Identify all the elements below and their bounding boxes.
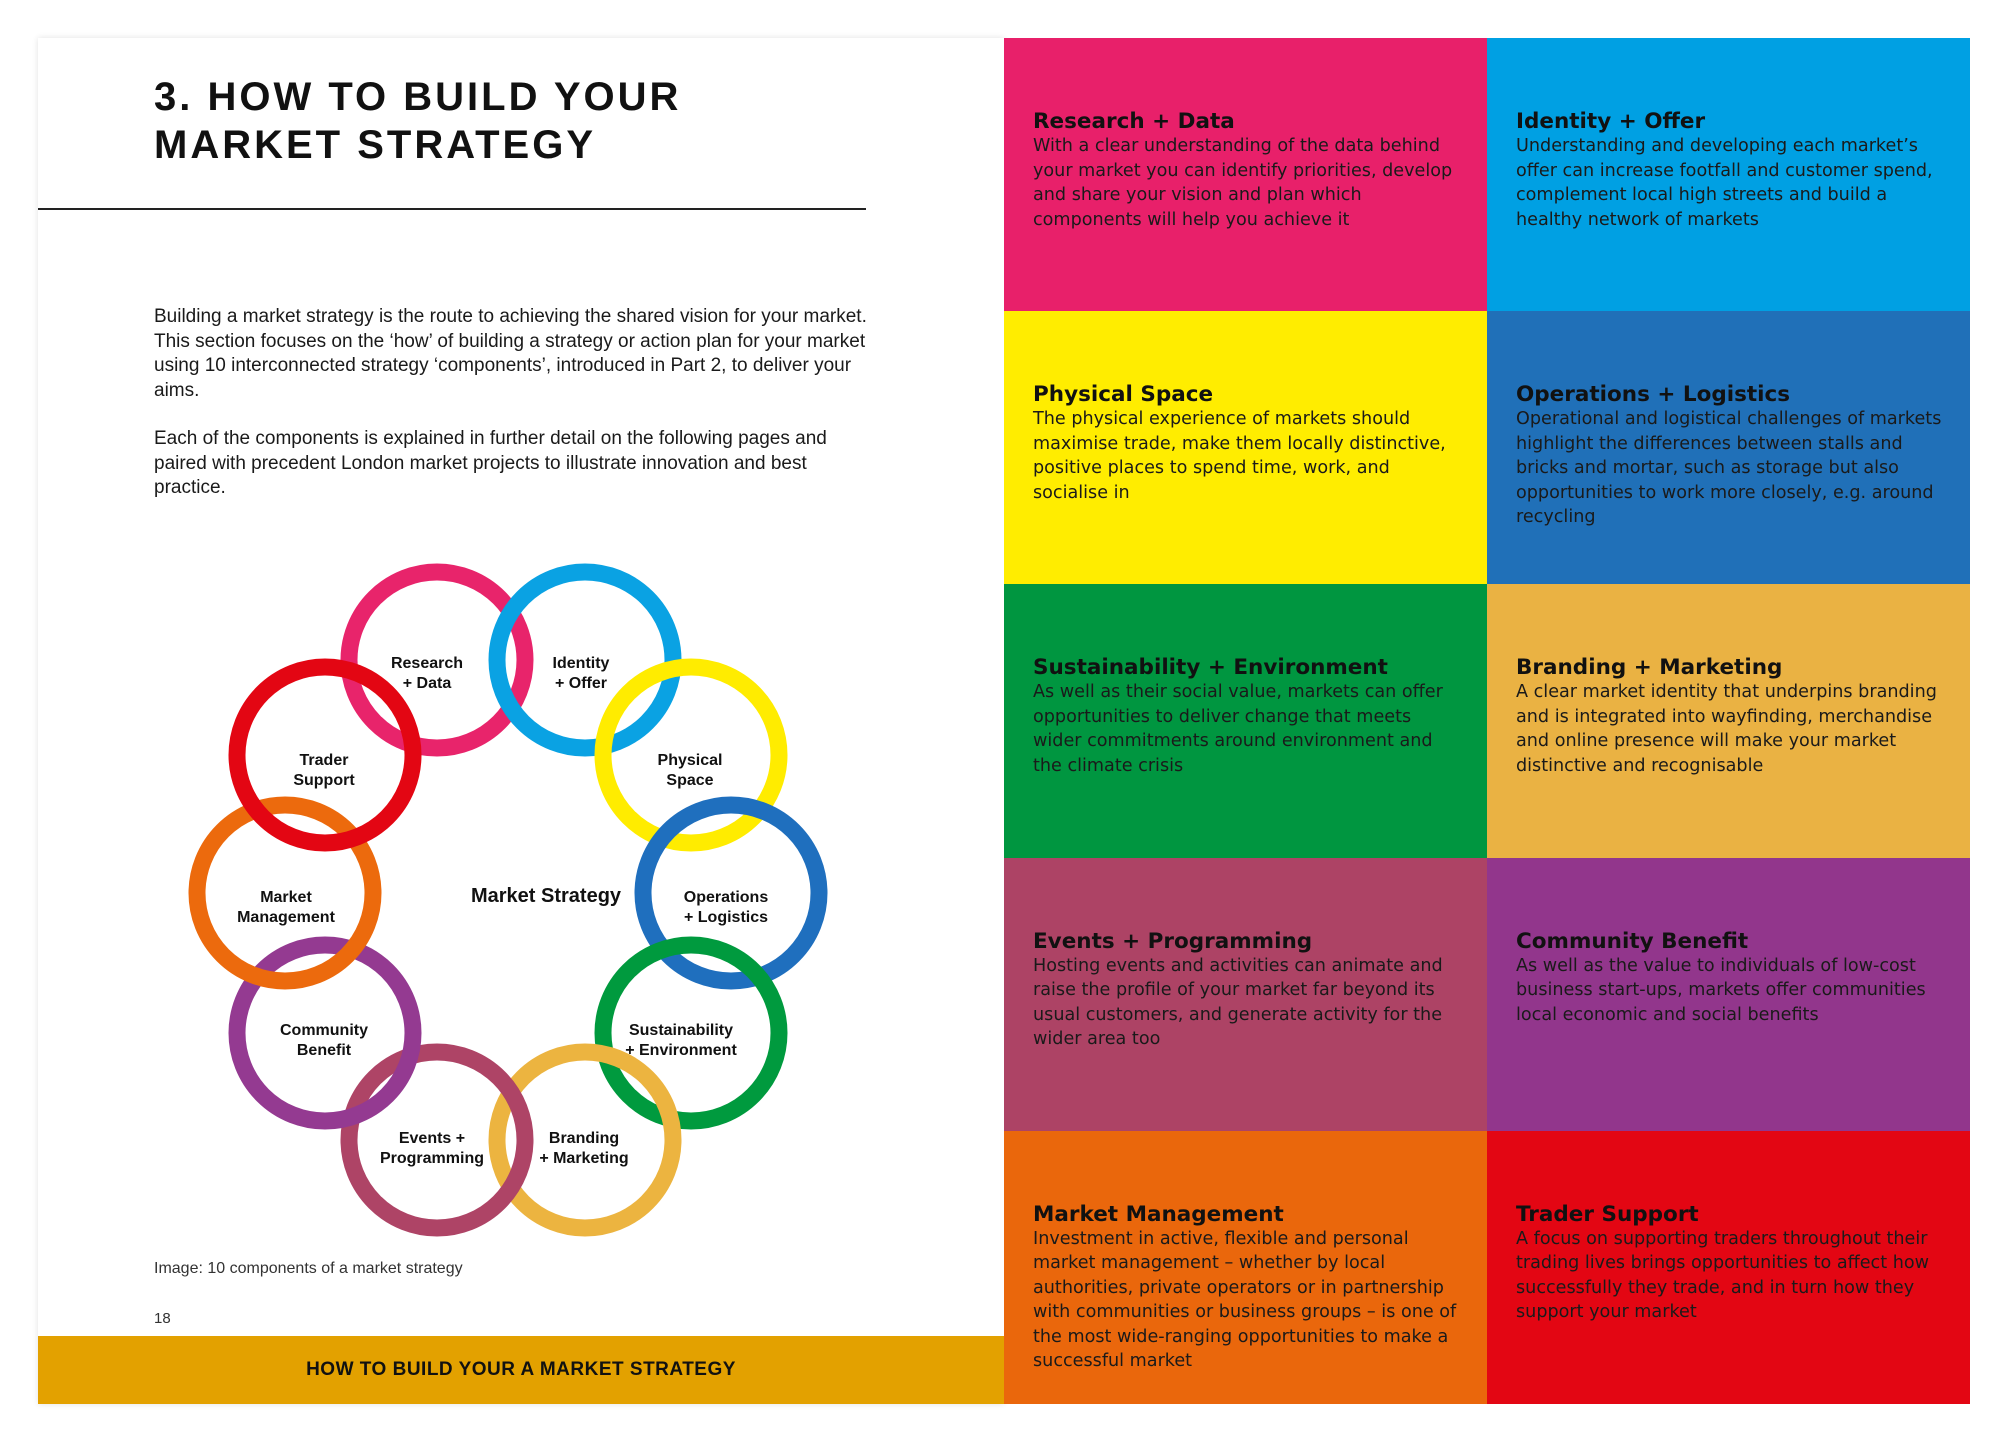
component-card-market-management [1004, 1131, 1487, 1404]
ring-label-sustainability-environment [625, 1022, 737, 1059]
component-card-operations-logistics [1487, 311, 1970, 584]
ring-label-line-2: + Environment [625, 1042, 737, 1059]
ring-label-line-1: Research [390, 655, 464, 672]
component-title: Market Management [1033, 1201, 1284, 1227]
strategy-rings-diagram [178, 538, 858, 1238]
component-description: With a clear understanding of the data behind your market you can identify priorities, develop and share your vision and plan which components will help you achieve it [1033, 136, 1453, 230]
component-description: As well as the value to individuals of low-cost business start-ups, markets offer communities local economic and social benefits [1516, 955, 1926, 1025]
component-description: Operational and logistical challenges of markets highlight the differences between stalls and bricks and mortar, such as storage but also opportunities to work more closely, e.g. around recycling [1516, 409, 1942, 528]
component-card-sustainability-environment [1004, 584, 1487, 857]
component-title: Research + Data [1033, 109, 1235, 134]
component-title: Sustainability + Environment [1033, 655, 1388, 681]
component-card-trader-support [1487, 1131, 1970, 1404]
component-title: Trader Support [1516, 1201, 1699, 1227]
page-number: 18 [154, 1310, 171, 1327]
diagram-center-label: Market Strategy [470, 885, 622, 907]
intro-text [154, 305, 874, 525]
component-description: As well as their social value, markets can offer opportunities to deliver change that meets wider commitments around environment and the climate crisis [1033, 682, 1443, 776]
ring-label-identity-offer [553, 655, 610, 692]
component-description: A focus on supporting traders throughout their trading lives brings opportunities to affect how successfully they trade, and in turn how they support your market [1516, 1228, 1930, 1323]
component-description: Hosting events and activities can animate and raise the profile of your market far beyond its usual customers, and generate activity for the wider area too [1033, 955, 1443, 1050]
ring-label-line-2: + Offer [554, 675, 608, 692]
intro-paragraph-2: Each of the components is explained in further detail on the following pages and paired with precedent London market projects to illustrate innovation and best practice. [154, 428, 827, 498]
page-title [154, 73, 681, 169]
footer-bar [38, 1336, 1004, 1404]
ring-label-line-2: Benefit [296, 1042, 352, 1059]
ring-label-line-1: Physical [657, 752, 723, 769]
title-line-1: 3. HOW TO BUILD YOUR [154, 75, 682, 119]
ring-label-line-2: + Marketing [539, 1150, 629, 1167]
component-description: Investment in active, flexible and personal market management – whether by local authorities, private operators or in partnership with communities or business groups – is one of the most wide-ranging opportunities to make a successful market [1033, 1228, 1457, 1372]
ring-label-line-2: Management [237, 909, 335, 926]
ring-label-line-2: Space [666, 772, 714, 789]
components-grid [1004, 38, 1970, 1404]
component-title: Events + Programming [1033, 928, 1313, 954]
ring-label-line-1: Sustainability [628, 1022, 734, 1039]
ring-label-branding-marketing [539, 1130, 628, 1167]
footer-title: HOW TO BUILD YOUR A MARKET STRATEGY [306, 1359, 736, 1380]
ring-label-line-2: Support [293, 772, 355, 789]
ring-label-physical-space [658, 752, 723, 789]
component-card-community-benefit [1487, 858, 1970, 1131]
ring-label-line-1: Community [280, 1022, 368, 1039]
ring-label-line-1: Branding [548, 1130, 620, 1147]
component-description: The physical experience of markets should maximise trade, make them locally distinctive, positive places to spend time, work, and socialise in [1033, 409, 1446, 503]
component-title: Identity + Offer [1516, 109, 1706, 134]
ring-label-events-programming [380, 1130, 484, 1167]
ring-label-line-1: Trader [299, 752, 349, 769]
image-caption: Image: 10 components of a market strategy [154, 1260, 463, 1277]
ring-label-line-1: Identity [552, 655, 610, 672]
component-description: Understanding and developing each market’s offer can increase footfall and customer spend, complement local high streets and build a healthy network of markets [1516, 136, 1933, 230]
component-card-identity-offer [1487, 38, 1970, 311]
ring-label-market-management [237, 889, 335, 926]
ring-label-trader-support [293, 752, 355, 789]
component-description: A clear market identity that underpins branding and is integrated into wayfinding, merchandise and online presence will make your market distinctive and recognisable [1516, 682, 1937, 776]
component-title: Operations + Logistics [1516, 382, 1791, 408]
ring-label-line-1: Market [260, 889, 312, 906]
title-divider [38, 208, 866, 210]
ring-label-line-2: + Logistics [683, 909, 769, 926]
component-title: Community Benefit [1516, 928, 1749, 954]
ring-label-operations-logistics [684, 889, 769, 926]
component-card-branding-marketing [1487, 584, 1970, 857]
intro-paragraph-1: Building a market strategy is the route to achieving the shared vision for your market. This section focuses on the ‘how’ of building a strategy or action plan for your market using 10 interconnected strategy ‘components’, introduced in Part 2, to deliver your aims. [154, 306, 867, 401]
component-card-physical-space [1004, 311, 1487, 584]
component-title: Physical Space [1033, 382, 1214, 408]
component-card-research-data [1004, 38, 1487, 311]
component-title: Branding + Marketing [1516, 655, 1783, 681]
component-card-events-programming [1004, 858, 1487, 1131]
ring-label-community-benefit [280, 1022, 368, 1059]
ring-label-line-2: + Data [402, 675, 452, 692]
ring-label-line-2: Programming [379, 1150, 485, 1167]
left-page [38, 38, 1004, 1404]
ring-label-research-data [391, 655, 463, 692]
ring-label-line-1: Events + [398, 1130, 466, 1147]
ring-label-line-1: Operations [683, 889, 769, 906]
title-line-2: MARKET STRATEGY [154, 123, 597, 167]
